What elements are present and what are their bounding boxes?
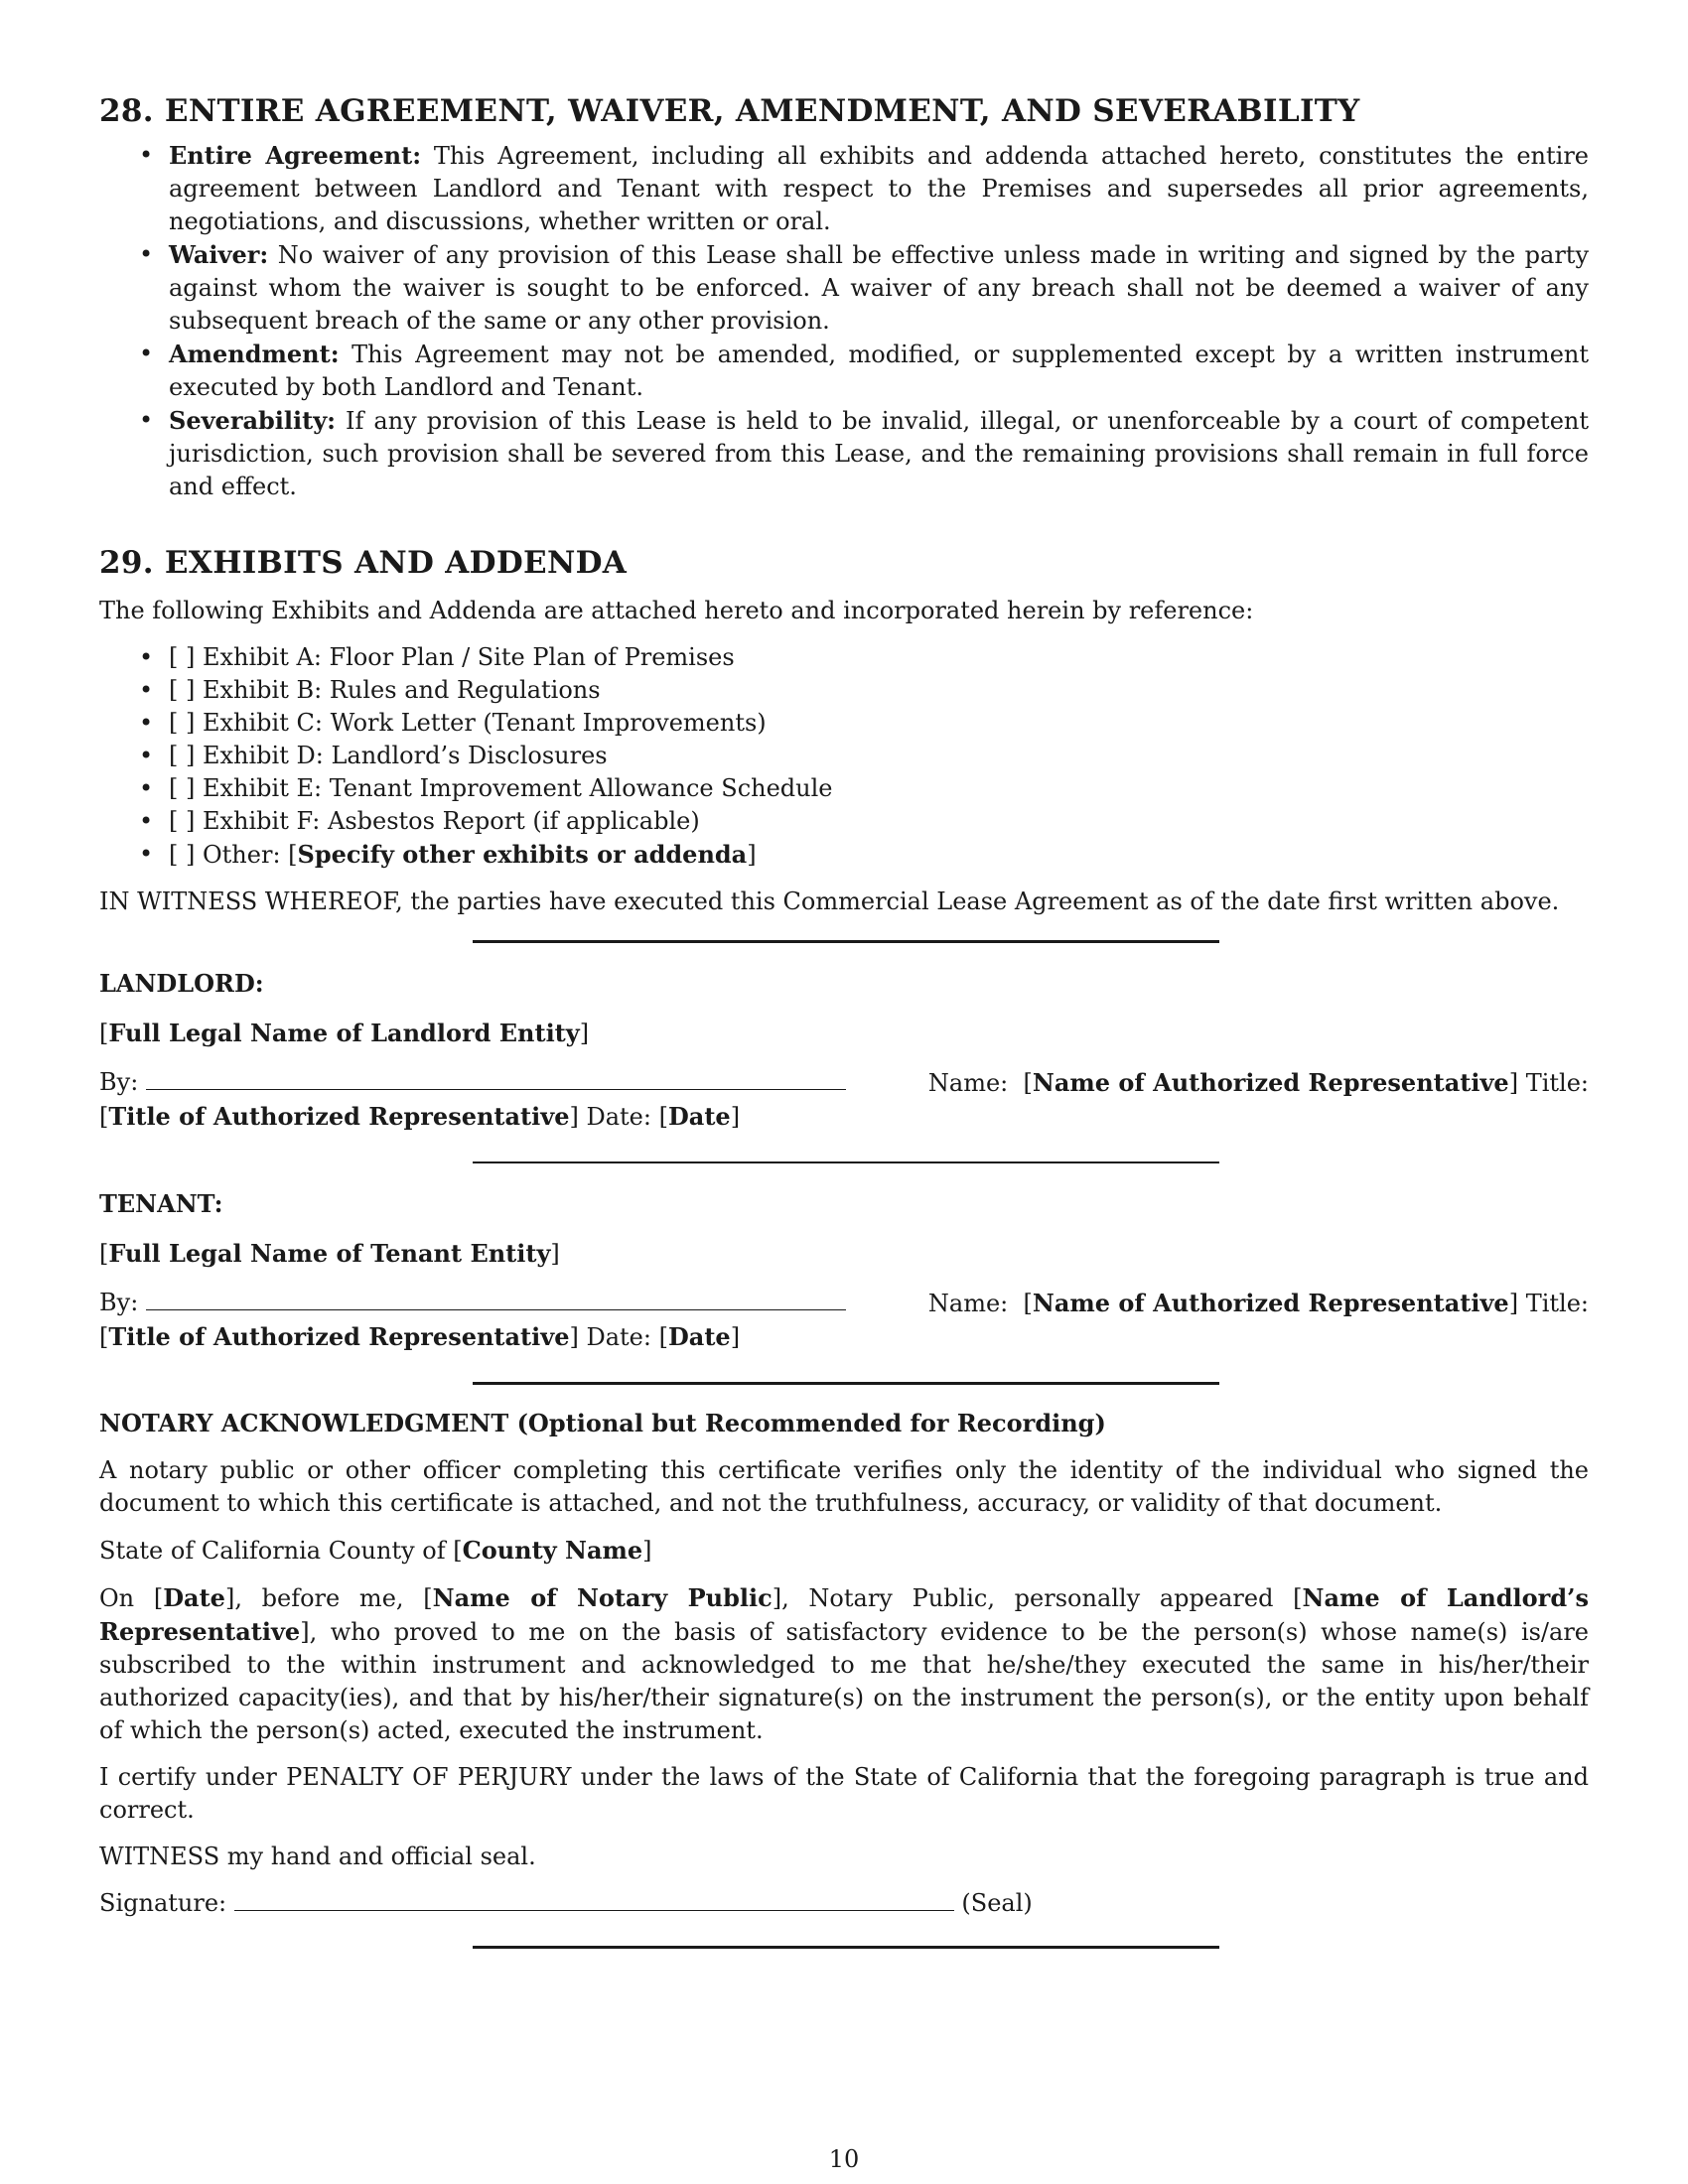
item-label: Severability: bbox=[169, 406, 337, 435]
landlord-heading: LANDLORD: bbox=[99, 969, 264, 998]
landlord-entity: [Full Legal Name of Landlord Entity] bbox=[99, 1019, 590, 1047]
divider bbox=[473, 940, 1219, 943]
tenant-heading: TENANT: bbox=[99, 1189, 223, 1218]
exhibit-list bbox=[99, 641, 1589, 872]
notary-heading: NOTARY ACKNOWLEDGMENT (Optional but Recommended for Recording) bbox=[99, 1409, 1106, 1437]
section-29-title: 29. EXHIBITS AND ADDENDA bbox=[99, 545, 628, 581]
exhibit-item-other: • [ ] Other: [Specify other exhibits or addenda] bbox=[99, 838, 1589, 872]
page-number: 10 bbox=[828, 2145, 860, 2173]
section-28-list bbox=[99, 139, 1589, 503]
divider bbox=[473, 1382, 1219, 1385]
tenant-entity: [Full Legal Name of Tenant Entity] bbox=[99, 1239, 560, 1268]
notary-certify: I certify under PENALTY OF PERJURY under the laws of the State of California that the foregoing paragraph is true and correct. bbox=[99, 1763, 1589, 1824]
document-page bbox=[99, 91, 1589, 1949]
divider bbox=[473, 1161, 1219, 1163]
section-29-intro: The following Exhibits and Addenda are attached hereto and incorporated herein by reference: bbox=[99, 597, 1254, 624]
landlord-signature-block: By: Name: [Name of Authorized Representative] Title: [Title of Authorized Representative] Date: [Date] bbox=[99, 1068, 1589, 1131]
notary-intro: A notary public or other officer completing this certificate verifies only the identity of the individual who signed the document to which this certificate is attached, and not the truthfulness, accuracy, or validity of that document. bbox=[99, 1456, 1589, 1517]
exhibit-item: • [ ] Exhibit E: Tenant Improvement Allowance Schedule bbox=[99, 772, 1589, 805]
notary-state-county: State of California County of [County Name] bbox=[99, 1536, 652, 1565]
notary-witness: WITNESS my hand and official seal. bbox=[99, 1843, 536, 1870]
list-item bbox=[99, 338, 1589, 404]
landlord-signature-line[interactable] bbox=[146, 1069, 846, 1090]
notary-signature-line[interactable] bbox=[234, 1890, 954, 1911]
exhibit-item: • [ ] Exhibit C: Work Letter (Tenant Improvements) bbox=[99, 707, 1589, 740]
item-text: If any provision of this Lease is held to be invalid, illegal, or unenforceable by a court of competent jurisdiction, such provision shall be severed from this Lease, and the remaining provisions shall remain in full force and effect. bbox=[169, 407, 1589, 500]
divider bbox=[473, 1946, 1219, 1949]
item-label: Entire Agreement: bbox=[169, 141, 422, 170]
item-text: This Agreement, including all exhibits and addenda attached hereto, constitutes the entire agreement between Landlord and Tenant with respect to the Premises and supersedes all prior agreements, negotiations, and discussions, whether written or oral. bbox=[169, 142, 1589, 235]
notary-acknowledgment: On [Date], before me, [Name of Notary Public], Notary Public, personally appeared [Name of Landlord’s Representative], who proved to me on the basis of satisfactory evidence to be the person(s) whose name(s) is/are subscribed to the within instrument and acknowledged to me that he/she/they executed the same in his/her/their authorized capacity(ies), and that by his/her/their signature(s) on the instrument the person(s), or the entity upon behalf of which the person(s) acted, executed the instrument. bbox=[99, 1583, 1589, 1744]
list-item bbox=[99, 238, 1589, 338]
notary-signature-row: Signature: (Seal) bbox=[99, 1889, 1033, 1917]
item-label: Waiver: bbox=[169, 240, 269, 269]
tenant-signature-line[interactable] bbox=[146, 1290, 846, 1310]
exhibit-item: • [ ] Exhibit F: Asbestos Report (if applicable) bbox=[99, 805, 1589, 838]
tenant-signature-block: By: Name: [Name of Authorized Representative] Title: [Title of Authorized Representative] Date: [Date] bbox=[99, 1289, 1589, 1351]
item-label: Amendment: bbox=[169, 340, 340, 368]
witness-statement: IN WITNESS WHEREOF, the parties have executed this Commercial Lease Agreement as of the date first written above. bbox=[99, 887, 1560, 915]
item-text: No waiver of any provision of this Lease shall be effective unless made in writing and signed by the party against whom the waiver is sought to be enforced. A waiver of any breach shall not be deemed a waiver of any subsequent breach of the same or any other provision. bbox=[169, 241, 1589, 335]
list-item bbox=[99, 139, 1589, 238]
exhibit-item: • [ ] Exhibit B: Rules and Regulations bbox=[99, 674, 1589, 707]
item-text: This Agreement may not be amended, modified, or supplemented except by a written instrument executed by both Landlord and Tenant. bbox=[169, 341, 1589, 401]
section-28-title: 28. ENTIRE AGREEMENT, WAIVER, AMENDMENT, AND SEVERABILITY bbox=[99, 93, 1360, 129]
exhibit-item: • [ ] Exhibit A: Floor Plan / Site Plan of Premises bbox=[99, 641, 1589, 674]
exhibit-item: • [ ] Exhibit D: Landlord’s Disclosures bbox=[99, 740, 1589, 772]
list-item bbox=[99, 404, 1589, 503]
